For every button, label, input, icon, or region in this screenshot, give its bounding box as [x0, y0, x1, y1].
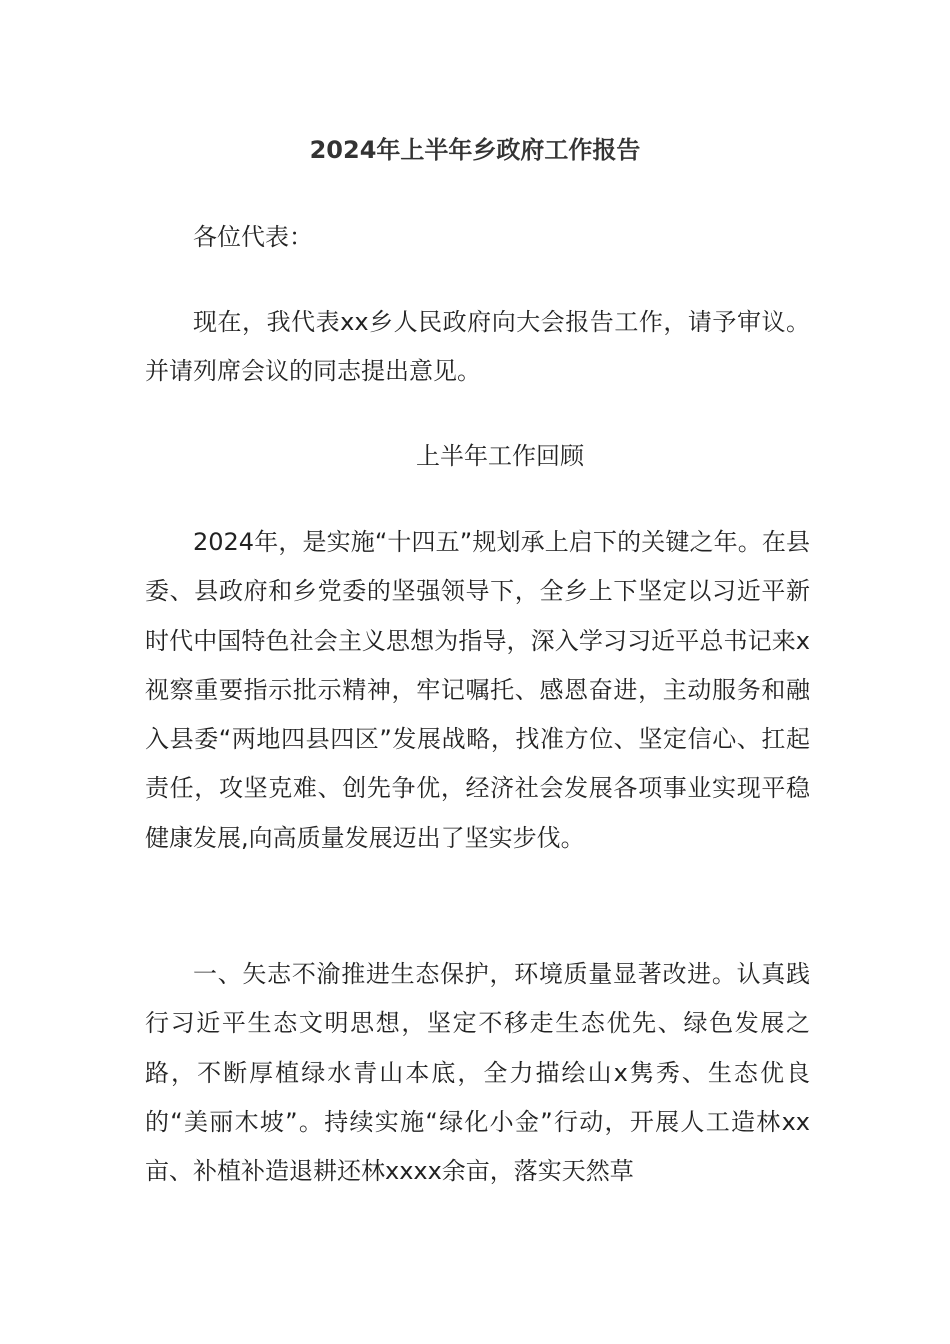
section-heading: 上半年工作回顾 — [416, 442, 584, 470]
intro-paragraph: 现在，我代表xx乡人民政府向大会报告工作，请予审议。并请列席会议的同志提出意见。 — [145, 308, 810, 386]
document-title: 2024年上半年乡政府工作报告 — [309, 136, 641, 164]
overview-paragraph: 2024年，是实施“十四五”规划承上启下的关键之年。在县委、县政府和乡党委的坚强领导下，全乡上下坚定以习近平新时代中国特色社会主义思想为指导，深入学习习近平总书记来x视察重要指示批示精神，牢记嘱托、感恩奋进，主动服务和融入县委“两地四县四区”发展战略，找准方位、坚定信心、扛起责任，攻坚克难、创先争优，经济社会发展各项事业实现平稳健康发展,向高质量发展迈出了坚实步伐。 — [145, 528, 810, 852]
item-one-paragraph: 一、矢志不渝推进生态保护，环境质量显著改进。认真践行习近平生态文明思想，坚定不移走生态优先、绿色发展之路，不断厚植绿水青山本底，全力描绘山x隽秀、生态优良的“美丽木坡”。持续实施“绿化小金”行动，开展人工造林xx亩、补植补造退耕还林xxxx余亩，落实天然草 — [145, 960, 810, 1186]
salutation-paragraph: 各位代表： — [193, 223, 313, 251]
